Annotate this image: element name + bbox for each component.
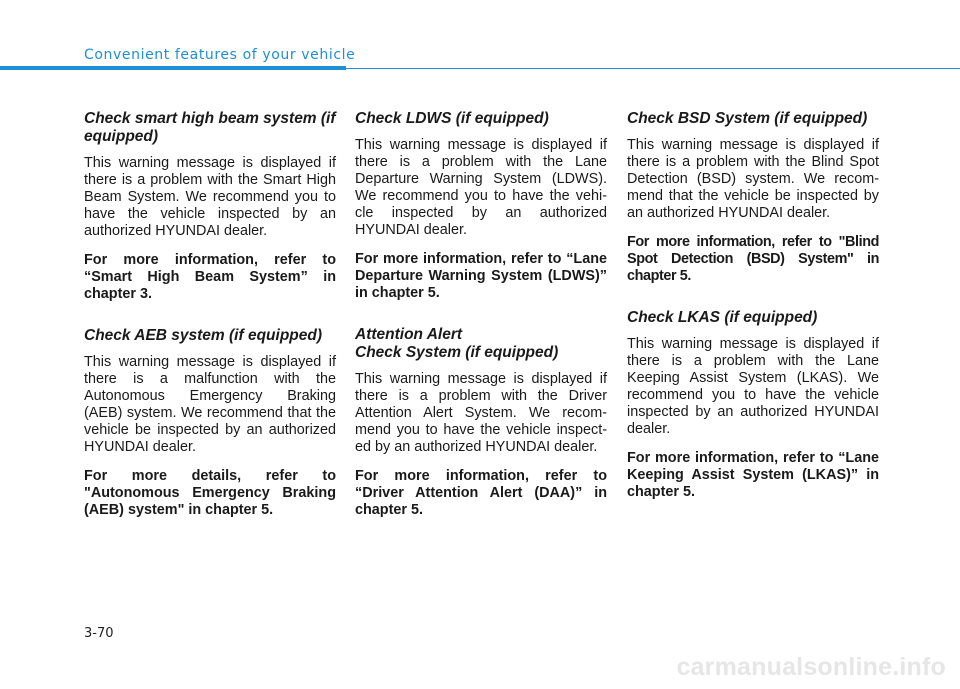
column-middle — [355, 110, 607, 543]
section-ldws — [355, 110, 607, 302]
section-title — [355, 326, 607, 362]
section-reference: For more details, refer to "Autonomous Emergency Braking (AEB) system" in chapter 5. — [84, 468, 336, 518]
section-reference: For more information, refer to “Smart High Beam System” in chapter 3. — [84, 252, 336, 302]
section-title: Check BSD System (if equipped) — [627, 110, 868, 127]
section-title: Check LKAS (if equipped) — [627, 309, 818, 326]
section-title-line1: Attention Alert — [355, 326, 463, 343]
watermark-text: carmanualsonline.info — [676, 653, 946, 681]
section-body: This warning message is displayed if there is a problem with the Smart High Beam System. We recommend you to have the vehicle inspected by an authorized HYUNDAI dealer. — [84, 155, 336, 239]
section-body: This warning message is displayed if there is a problem with the Lane Departure Warning System (LDWS). We recommend you to have the vehi-cle inspected by an authorized HYUNDAI dealer. — [355, 137, 607, 238]
section-body: This warning message is displayed if there is a problem with the Driver Attention Alert System. We recom-mend you to have the vehicle inspect-ed by an authorized HYUNDAI dealer. — [355, 371, 607, 455]
section-aeb — [84, 327, 336, 519]
section-title: Check LDWS (if equipped) — [355, 110, 549, 127]
section-body: This warning message is displayed if there is a problem with the Lane Keeping Assist System (LKAS). We recommend you to have the vehicle inspected by an authorized HYUNDAI dealer. — [627, 336, 879, 437]
section-body: This warning message is displayed if there is a malfunction with the Autonomous Emergency Braking (AEB) system. We recommend that the vehicle be inspected by an authorized HYUNDAI dealer. — [84, 354, 336, 455]
section-reference: For more information, refer to "Blind Spot Detection (BSD) System" in chapter 5. — [627, 234, 879, 284]
page-header-title: Convenient features of your vehicle — [84, 47, 356, 63]
section-body: This warning message is displayed if there is a problem with the Blind Spot Detection (BSD) system. We recom-mend that the vehicle be inspected by an authorized HYUNDAI dealer. — [627, 137, 879, 221]
section-reference: For more information, refer to “Driver Attention Alert (DAA)” in chapter 5. — [355, 468, 607, 518]
section-bsd — [627, 110, 879, 285]
section-reference: For more information, refer to “Lane Keeping Assist System (LKAS)” in chapter 5. — [627, 450, 879, 500]
header-rule — [346, 68, 960, 69]
section-smart-high-beam — [84, 110, 336, 303]
column-right — [627, 110, 879, 525]
section-title: Check smart high beam system (if equipped) — [84, 110, 336, 145]
section-title-line2: Check System (if equipped) — [355, 344, 559, 361]
column-left — [84, 110, 336, 543]
section-attention-alert — [355, 326, 607, 519]
section-title: Check AEB system (if equipped) — [84, 327, 323, 344]
page-number: 3-70 — [84, 626, 114, 641]
section-lkas — [627, 309, 879, 501]
header-accent-bar — [0, 66, 346, 70]
section-reference: For more information, refer to “Lane Departure Warning System (LDWS)” in chapter 5. — [355, 251, 607, 301]
